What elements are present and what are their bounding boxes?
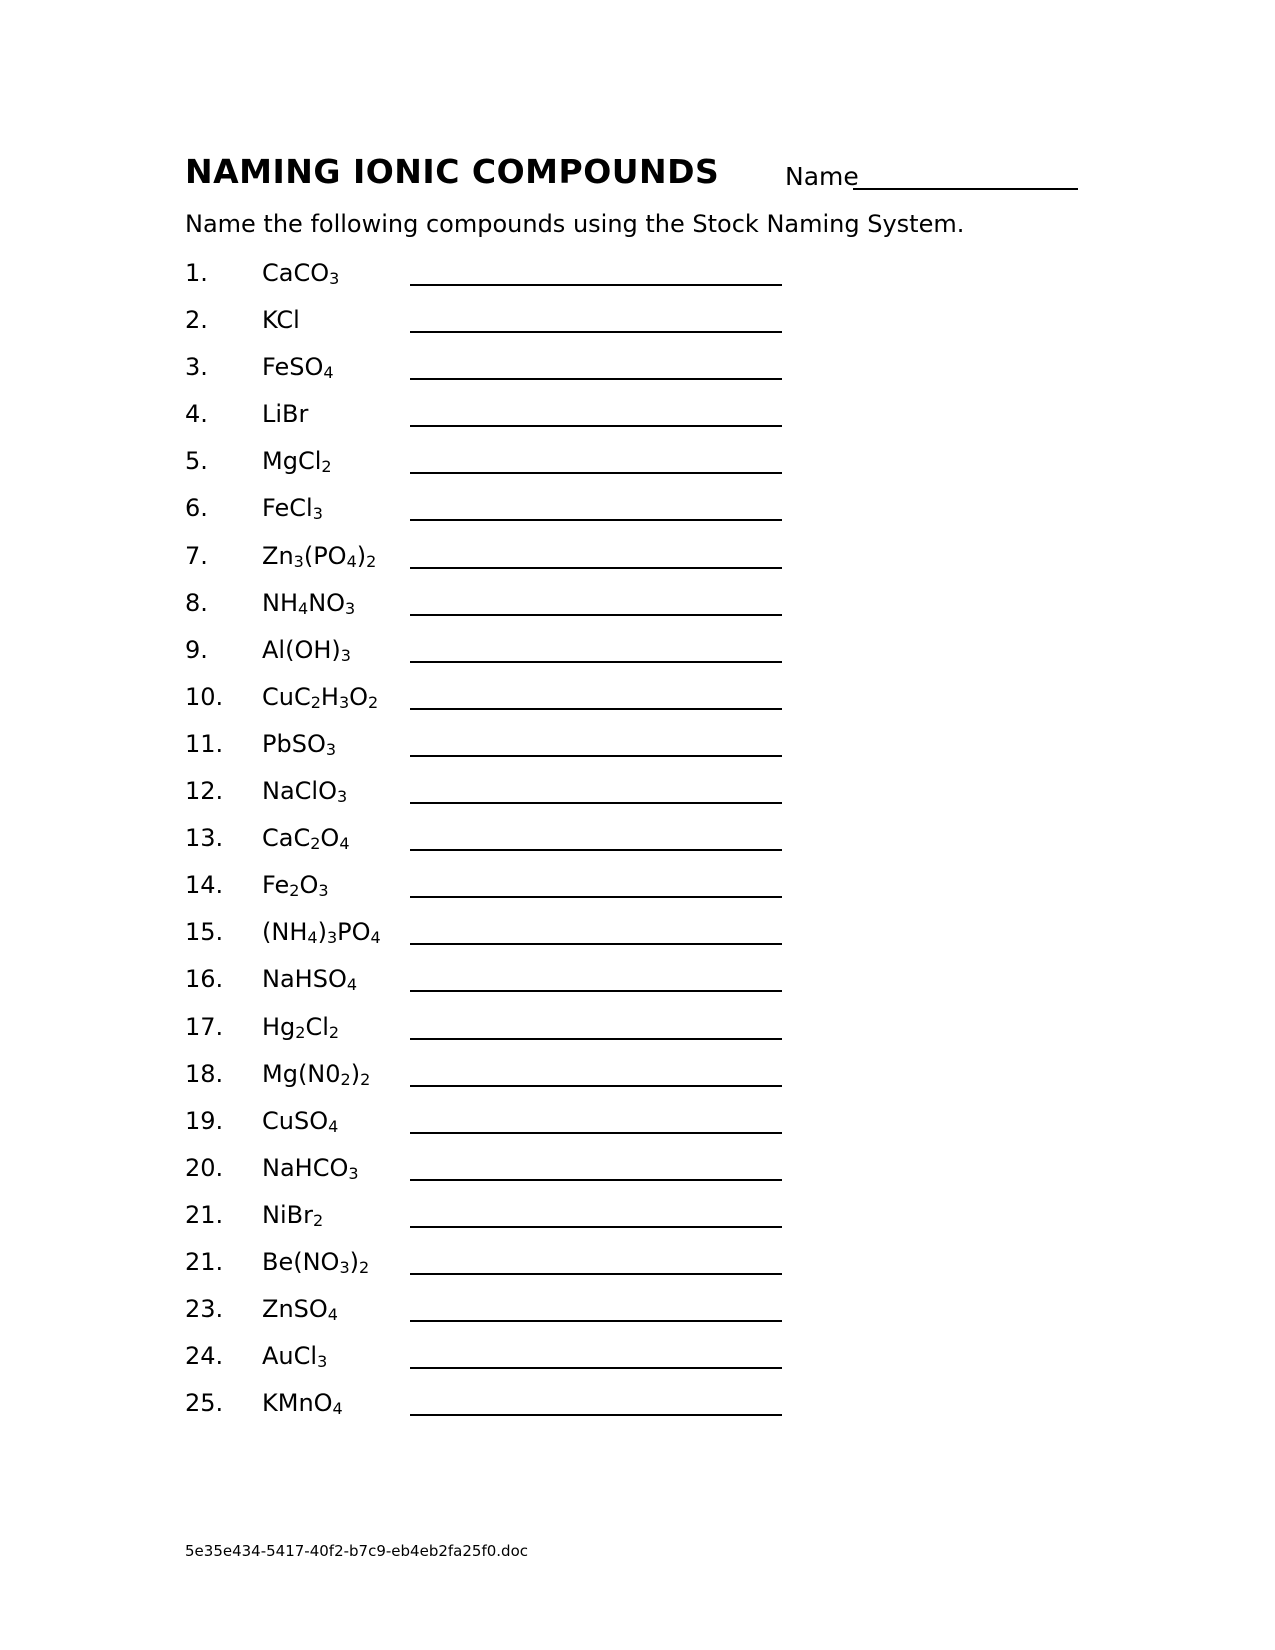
question-row [185, 1291, 805, 1338]
footer-filename: 5e35e434-5417-40f2-b7c9-eb4eb2fa25f0.doc [185, 1542, 528, 1560]
question-row [185, 1244, 805, 1291]
question-number: 21. [185, 1247, 224, 1276]
header [185, 152, 1085, 200]
answer-line[interactable] [410, 1414, 782, 1416]
question-number: 23. [185, 1295, 224, 1324]
question-formula: $(NH_4)_3PO_4$ [262, 918, 381, 948]
question-number: 19. [185, 1106, 224, 1135]
answer-line[interactable] [410, 1273, 782, 1275]
question-row [185, 1009, 805, 1056]
question-number: 18. [185, 1059, 224, 1088]
answer-line[interactable] [410, 284, 782, 286]
question-row [185, 914, 805, 961]
answer-line[interactable] [410, 519, 782, 521]
question-row [185, 679, 805, 726]
question-list [185, 255, 805, 1432]
question-formula: NaHSO$_4$ [262, 965, 358, 995]
question-formula: $Al(OH)_3$ [262, 635, 351, 665]
question-row [185, 349, 805, 396]
answer-line[interactable] [410, 1367, 782, 1369]
question-formula: NiBr$_2$ [262, 1200, 324, 1230]
answer-line[interactable] [410, 567, 782, 569]
question-formula: NaClO$_3$ [262, 777, 348, 807]
question-number: 6. [185, 494, 208, 523]
answer-line[interactable] [410, 1226, 782, 1228]
answer-line[interactable] [410, 1038, 782, 1040]
question-formula: CuSO$_4$ [262, 1106, 339, 1136]
question-formula: FeSO$_4$ [262, 353, 334, 383]
question-row [185, 1103, 805, 1150]
question-formula: $CuC_2H_3O_2$ [262, 682, 379, 712]
answer-line[interactable] [410, 614, 782, 616]
question-row [185, 585, 805, 632]
question-row [185, 1056, 805, 1103]
question-formula: LiBr [262, 400, 309, 429]
question-formula: $Fe_2O_3$ [262, 871, 329, 901]
question-formula: CaCO$_3$ [262, 259, 340, 288]
answer-line[interactable] [410, 849, 782, 851]
question-number: 21. [185, 1200, 224, 1229]
question-number: 13. [185, 824, 224, 853]
question-number: 14. [185, 871, 224, 900]
question-formula: $CaC_2O_4$ [262, 824, 350, 854]
name-answer-line[interactable] [853, 188, 1078, 190]
answer-line[interactable] [410, 1085, 782, 1087]
question-row [185, 1197, 805, 1244]
answer-line[interactable] [410, 755, 782, 757]
question-row [185, 443, 805, 490]
answer-line[interactable] [410, 661, 782, 663]
name-label: Name [785, 162, 859, 191]
question-formula: AuCl$_3$ [262, 1342, 328, 1372]
answer-line[interactable] [410, 378, 782, 380]
question-formula: KMnO$_4$ [262, 1389, 343, 1419]
question-number: 15. [185, 918, 224, 947]
question-row [185, 961, 805, 1008]
question-formula: $Hg_2Cl_2$ [262, 1012, 340, 1042]
question-number: 3. [185, 353, 208, 382]
question-row [185, 1338, 805, 1385]
question-row [185, 867, 805, 914]
question-formula: FeCl$_3$ [262, 494, 323, 524]
question-row [185, 726, 805, 773]
answer-line[interactable] [410, 1179, 782, 1181]
question-formula: $Mg(N0_2)_2$ [262, 1059, 371, 1089]
question-row [185, 538, 805, 585]
question-formula: $NH_4NO_3$ [262, 588, 356, 618]
answer-line[interactable] [410, 425, 782, 427]
question-number: 9. [185, 635, 208, 664]
question-formula: $Zn_3(PO_4)_2$ [262, 541, 377, 571]
question-row [185, 820, 805, 867]
question-formula: PbSO$_3$ [262, 729, 337, 759]
question-row [185, 302, 805, 349]
question-formula: MgCl$_2$ [262, 447, 332, 477]
question-formula: $Be(NO_3)_2$ [262, 1247, 370, 1277]
answer-line[interactable] [410, 1320, 782, 1322]
question-row [185, 255, 805, 302]
question-row [185, 396, 805, 443]
answer-line[interactable] [410, 943, 782, 945]
question-formula: KCl [262, 306, 300, 335]
question-number: 10. [185, 682, 224, 711]
answer-line[interactable] [410, 331, 782, 333]
question-row [185, 490, 805, 537]
page-title: NAMING IONIC COMPOUNDS [185, 152, 720, 191]
question-number: 25. [185, 1389, 224, 1418]
question-formula: ZnSO$_4$ [262, 1295, 338, 1325]
question-number: 4. [185, 400, 208, 429]
answer-line[interactable] [410, 1132, 782, 1134]
question-number: 12. [185, 777, 224, 806]
answer-line[interactable] [410, 708, 782, 710]
question-number: 1. [185, 259, 208, 287]
question-row [185, 773, 805, 820]
question-number: 24. [185, 1342, 224, 1371]
question-number: 17. [185, 1012, 224, 1041]
question-row [185, 632, 805, 679]
question-row [185, 1385, 805, 1432]
question-number: 2. [185, 306, 208, 335]
question-formula: NaHCO$_3$ [262, 1153, 359, 1183]
question-number: 11. [185, 729, 224, 758]
instructions: Name the following compounds using the Stock Naming System. [185, 210, 965, 238]
question-number: 5. [185, 447, 208, 476]
answer-line[interactable] [410, 896, 782, 898]
question-number: 8. [185, 588, 208, 617]
question-row [185, 1150, 805, 1197]
answer-line[interactable] [410, 472, 782, 474]
question-number: 7. [185, 541, 208, 570]
question-number: 16. [185, 965, 224, 994]
answer-line[interactable] [410, 802, 782, 804]
question-number: 20. [185, 1153, 224, 1182]
answer-line[interactable] [410, 990, 782, 992]
